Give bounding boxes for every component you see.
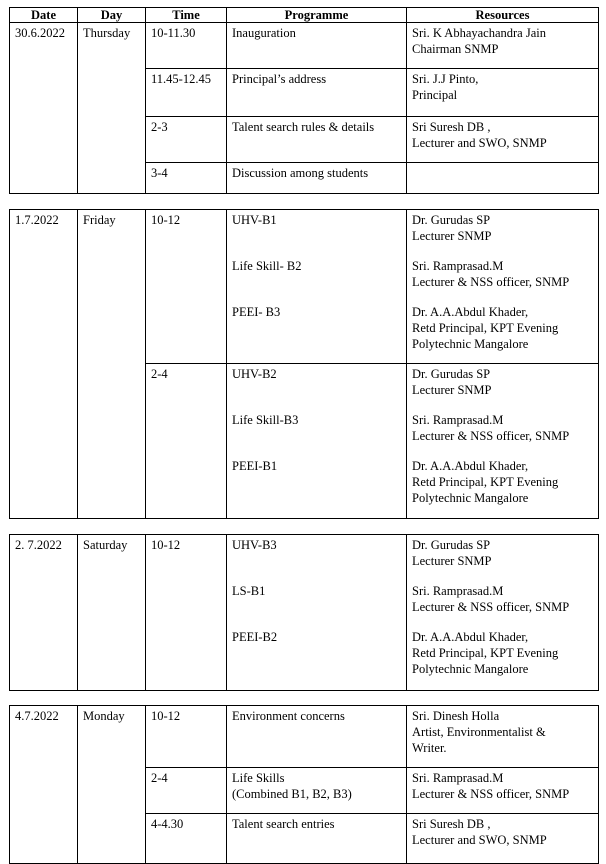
resource-item: Dr. A.A.Abdul Khader, Retd Principal, KPT Evening Polytechnic Mangalore	[412, 630, 559, 676]
programme-cell: Discussion among students	[227, 163, 407, 194]
resource-item: Dr. A.A.Abdul Khader, Retd Principal, KPT Evening Polytechnic Mangalore	[412, 305, 559, 351]
schedule-table-day4	[9, 705, 599, 864]
table-row	[10, 535, 599, 691]
day-cell: Friday	[78, 210, 146, 519]
time-cell: 10-12	[146, 535, 227, 691]
resource-item: Dr. A.A.Abdul Khader, Retd Principal, KPT Evening Polytechnic Mangalore	[412, 459, 559, 505]
table-header-row	[10, 8, 599, 23]
programme-item: PEEI- B3	[232, 305, 281, 319]
table-row	[10, 706, 599, 768]
resource-item: Sri. Ramprasad.M Lecturer & NSS officer, SNMP	[412, 584, 570, 614]
programme-item: LS-B1	[232, 584, 266, 598]
resources-cell	[407, 535, 599, 691]
programme-item: UHV-B3	[232, 538, 277, 552]
date-cell: 2. 7.2022	[10, 535, 78, 691]
resource-item: Dr. Gurudas SP Lecturer SNMP	[412, 367, 492, 397]
resources-cell: Sri. K Abhayachandra Jain Chairman SNMP	[407, 23, 599, 69]
programme-cell: Talent search entries	[227, 814, 407, 864]
programme-cell: Life Skills (Combined B1, B2, B3)	[227, 768, 407, 814]
schedule-table-day3	[9, 534, 599, 691]
programme-cell	[227, 364, 407, 519]
programme-cell: Principal’s address	[227, 69, 407, 117]
programme-cell: Talent search rules & details	[227, 117, 407, 163]
header-time: Time	[146, 8, 227, 23]
resources-cell	[407, 210, 599, 364]
date-cell: 4.7.2022	[10, 706, 78, 864]
table-row	[10, 210, 599, 364]
programme-cell	[227, 535, 407, 691]
programme-item: PEEI-B2	[232, 630, 278, 644]
header-day: Day	[78, 8, 146, 23]
programme-item: PEEI-B1	[232, 459, 278, 473]
time-cell: 2-4	[146, 768, 227, 814]
time-cell: 2-3	[146, 117, 227, 163]
time-cell: 2-4	[146, 364, 227, 519]
header-date: Date	[10, 8, 78, 23]
resource-item: Sri. Ramprasad.M Lecturer & NSS officer, SNMP	[412, 413, 570, 443]
resource-item: Dr. Gurudas SP Lecturer SNMP	[412, 538, 492, 568]
resources-cell: Sri Suresh DB , Lecturer and SWO, SNMP	[407, 117, 599, 163]
resource-item: Sri. Ramprasad.M Lecturer & NSS officer, SNMP	[412, 259, 570, 289]
header-resources: Resources	[407, 8, 599, 23]
time-cell: 10-11.30	[146, 23, 227, 69]
time-cell: 4-4.30	[146, 814, 227, 864]
day-cell: Thursday	[78, 23, 146, 194]
programme-item: Life Skill- B2	[232, 259, 302, 273]
resources-cell: Sri. J.J Pinto, Principal	[407, 69, 599, 117]
day-cell: Saturday	[78, 535, 146, 691]
schedule-table-day1	[9, 7, 599, 194]
programme-item: UHV-B2	[232, 367, 277, 381]
resources-cell: Sri. Dinesh Holla Artist, Environmentalist & Writer.	[407, 706, 599, 768]
time-cell: 3-4	[146, 163, 227, 194]
time-cell: 10-12	[146, 210, 227, 364]
programme-item: Life Skill-B3	[232, 413, 299, 427]
programme-cell: Inauguration	[227, 23, 407, 69]
programme-cell	[227, 210, 407, 364]
programme-item: UHV-B1	[232, 213, 277, 227]
programme-cell: Environment concerns	[227, 706, 407, 768]
resources-cell	[407, 364, 599, 519]
date-cell: 1.7.2022	[10, 210, 78, 519]
date-cell: 30.6.2022	[10, 23, 78, 194]
day-cell: Monday	[78, 706, 146, 864]
resource-item: Dr. Gurudas SP Lecturer SNMP	[412, 213, 492, 243]
resources-cell: Sri Suresh DB , Lecturer and SWO, SNMP	[407, 814, 599, 864]
resources-cell: Sri. Ramprasad.M Lecturer & NSS officer, SNMP	[407, 768, 599, 814]
resources-cell	[407, 163, 599, 194]
table-row	[10, 23, 599, 69]
time-cell: 11.45-12.45	[146, 69, 227, 117]
header-programme: Programme	[227, 8, 407, 23]
time-cell: 10-12	[146, 706, 227, 768]
schedule-table-day2	[9, 209, 599, 519]
